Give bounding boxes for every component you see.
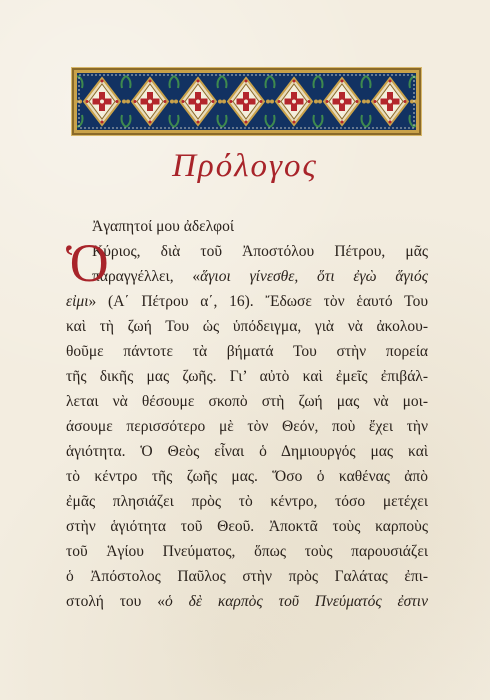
prologue-text: [66, 214, 428, 614]
text-line: άσουμε περισσότερο μὲ τὸν Θεόν, ποὺ ἔχει τὴν: [66, 418, 428, 435]
text-line: παραγγέλλει, «ἅγιοι γίνεσθε, ὅτι ἐγὼ ἅγιός: [92, 268, 428, 285]
text-line: ἐμᾶς πλησιάζει πρὸς τὸ κέντρο, τόσο μετέχει: [66, 493, 428, 510]
ornament-pattern-image: [74, 70, 419, 133]
text-line: ἁγιότητα. Ὁ Θεὸς εἶναι ὁ Δημιουργός μας καὶ: [66, 443, 428, 460]
drop-cap: Ὁ: [66, 233, 109, 293]
text-line: ὁ Ἀπόστολος Παῦλος στὴν πρὸς Γαλάτας ἐπι-: [66, 568, 428, 585]
text-line: εἰμι» (Α΄ Πέτρου α΄, 16). Ἔδωσε τὸν ἑαυτό Του: [66, 293, 428, 310]
text-line: τῆς δικῆς μας ζωῆς. Γι’ αὐτὸ καὶ ἐμεῖς ἐπιβάλ-: [66, 368, 428, 385]
text-line: λεται νὰ θέσουμε σκοπὸ στὴ ζωή μας νὰ μοι-: [66, 393, 428, 410]
text-line: τοῦ Ἁγίου Πνεύματος, ὅπως τοὺς παρουσιάζει: [66, 543, 428, 560]
byzantine-ornament-band: [72, 68, 421, 135]
text-line: Κύριος, διὰ τοῦ Ἀποστόλου Πέτρου, μᾶς: [92, 243, 428, 260]
text-line: στὴν ἁγιότητα τοῦ Θεοῦ. Ἀποκτᾶ τοὺς καρποὺς: [66, 518, 428, 535]
chapter-title: Πρόλογος: [172, 148, 318, 184]
text-line: καὶ τὴ ζωή Του ὡς ὑπόδειγμα, γιὰ νὰ ἀκολου-: [66, 318, 428, 335]
salutation: Ἀγαπητοί μου ἀδελφοί: [92, 218, 235, 235]
text-line: στολή του «ὁ δὲ καρπὸς τοῦ Πνεύματός ἐστιν: [66, 593, 428, 610]
text-line: τὸ κέντρο τῆς ζωῆς μας. Ὅσο ὁ καθένας ἀπὸ: [66, 468, 428, 485]
text-line: θοῦμε πάντοτε τὰ βήματά Του στὴν πορεία: [66, 343, 428, 360]
